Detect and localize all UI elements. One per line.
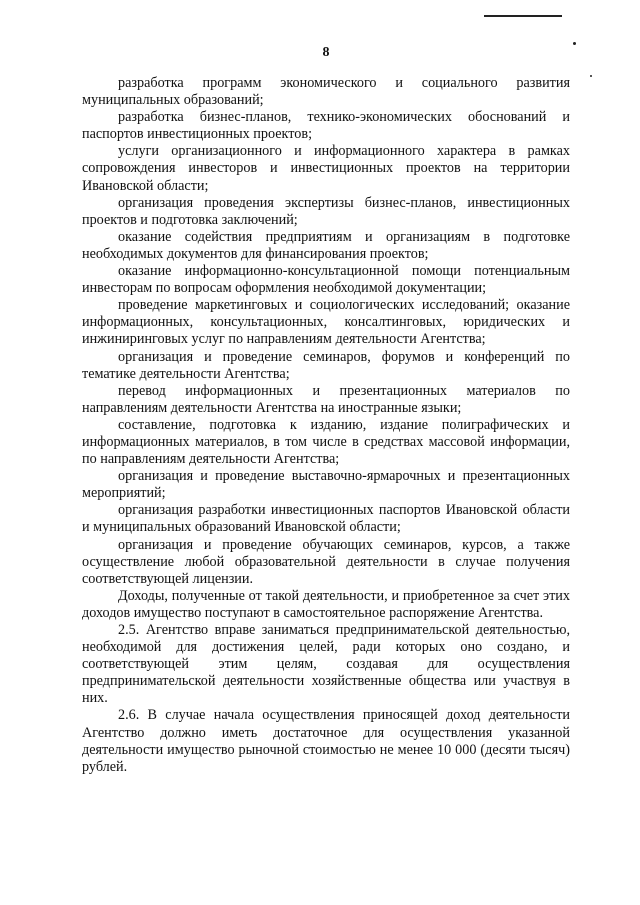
paragraph: составление, подготовка к изданию, издание полиграфических и информационных материалов, в том числе в средствах массовой информации, по направлениям деятельности Агентства; [82,416,570,468]
paragraph: организация разработки инвестиционных паспортов Ивановской области и муниципальных образований Ивановской области; [82,502,570,536]
paragraph: услуги организационного и информационного характера в рамках сопровождения инвесторов и инвестиционных проектов на территории Ивановской области; [82,143,570,194]
paragraph: разработка программ экономического и социального развития муниципальных образований; [82,75,570,109]
paragraph: разработка бизнес-планов, технико-экономических обоснований и паспортов инвестиционных проектов; [82,109,570,143]
page-number: 8 [322,45,330,60]
paragraph: оказание информационно-консультационной помощи потенциальным инвесторам по вопросам оформления необходимой документации; [82,263,570,297]
scan-artifact-dot [590,75,592,77]
paragraph: организация и проведение выставочно-ярмарочных и презентационных мероприятий; [82,468,570,502]
paragraph: проведение маркетинговых и социологических исследований; оказание информационных, консультационных, консалтинговых, юридических и инжиниринговых услуг по направлениям деятельности Агентства; [82,297,570,348]
paragraph: оказание содействия предприятиям и организациям в подготовке необходимых документов для финансирования проектов; [82,228,570,262]
paragraph: 2.5. Агентство вправе заниматься предпринимательской деятельностью, необходимой для достижения целей, ради которых оно создано, и соответствующей этим целям, создавая для осуществления предпринимательской деятельности хозяйственные общества или участвуя в них. [82,622,570,707]
scan-artifact-line [484,15,562,17]
paragraph: организация и проведение обучающих семинаров, курсов, а также осуществление любой образовательной деятельности в случае получения соответствующей лицензии. [82,536,570,587]
paragraph: перевод информационных и презентационных материалов по направлениям деятельности Агентства на иностранные языки; [82,382,570,416]
document-body [82,75,570,776]
paragraph: организация и проведение семинаров, форумов и конференций по тематике деятельности Агентства; [82,348,570,382]
paragraph: 2.6. В случае начала осуществления приносящей доход деятельности Агентство должно иметь достаточное для осуществления указанной деятельности имущество рыночной стоимостью не менее 10 000 (десяти тысяч) рублей. [82,707,570,775]
paragraph: организация проведения экспертизы бизнес-планов, инвестиционных проектов и подготовка заключений; [82,194,570,228]
paragraph: Доходы, полученные от такой деятельности, и приобретенное за счет этих доходов имущество поступают в самостоятельное распоряжение Агентства. [82,587,570,621]
